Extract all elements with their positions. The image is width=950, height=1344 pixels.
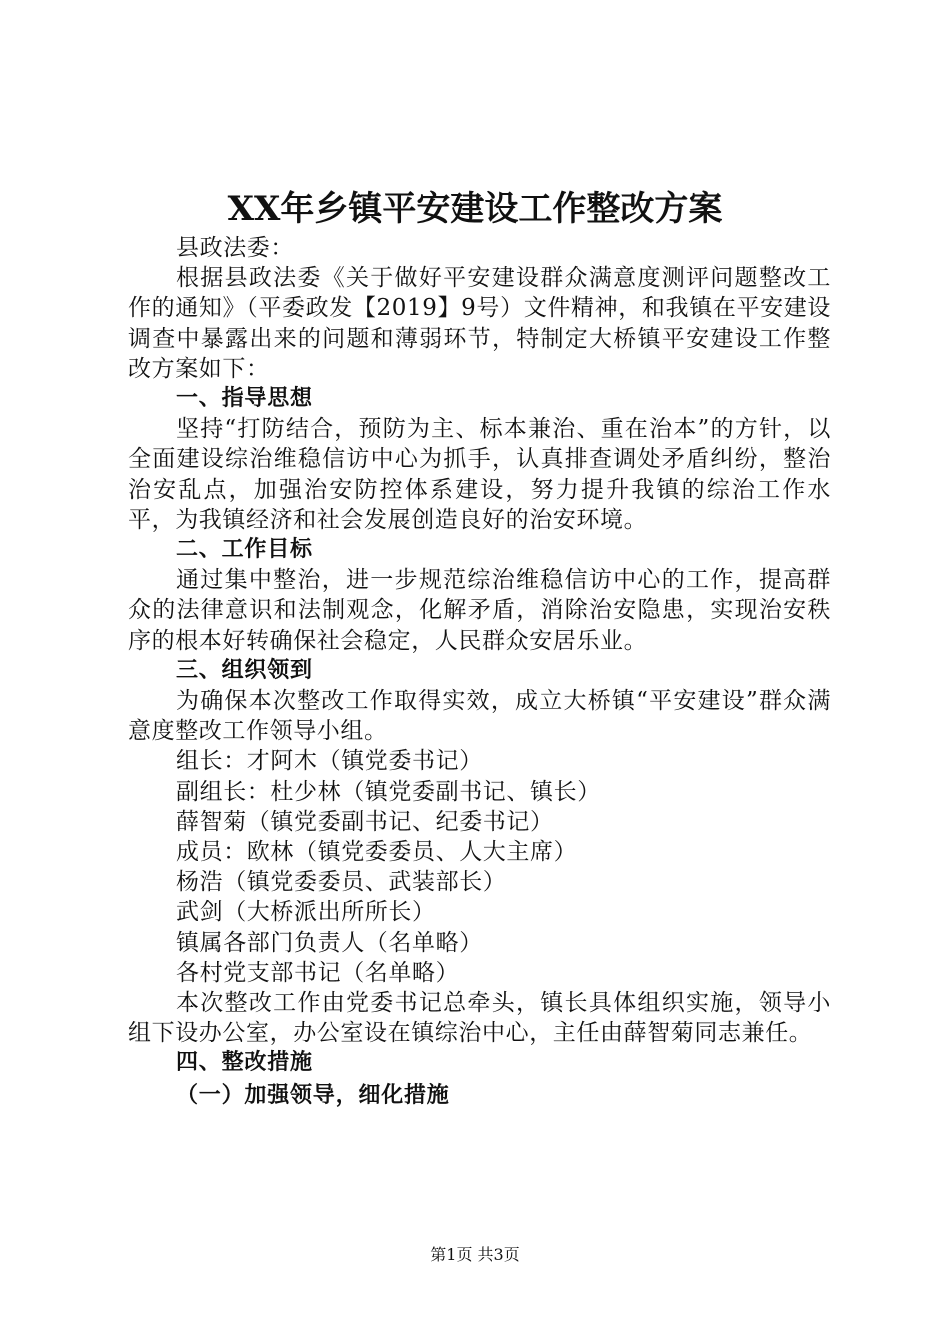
section-heading-rectification-measures: 四、整改措施 [176,1050,313,1076]
paragraph-work-goals: 通过集中整治，进一步规范综治维稳信访中心的工作，提高群众的法律意识和法制观念，化解矛盾，消除治安隐患，实现治安秩序的根本好转确保社会稳定，人民群众安居乐业。 [128,567,831,654]
salutation: 县政法委： [176,235,294,261]
member-line-deputy-leader: 副组长：杜少林（镇党委副书记、镇长） [176,778,601,805]
member-line-department-heads: 镇属各部门负责人（名单略） [176,929,483,956]
member-line-yang-hao: 杨浩（镇党委委员、武装部长） [176,869,507,896]
subheading-strengthen-leadership: （一）加强领导，细化措施 [176,1082,450,1108]
member-line-village-secretaries: 各村党支部书记（名单略） [176,959,460,986]
paragraph-guiding-ideology: 坚持“打防结合，预防为主、标本兼治、重在治本”的方针，以全面建设综治维稳信访中心为抓手，认真排查调处矛盾纠纷，整治治安乱点，加强治安防控体系建设，努力提升我镇的综治工作水平，为我镇经济和社会发展创造良好的治安环境。 [128,416,831,533]
paragraph-organization-office: 本次整改工作由党委书记总牵头，镇长具体组织实施，领导小组下设办公室，办公室设在镇综治中心，主任由薛智菊同志兼任。 [128,990,831,1047]
intro-paragraph: 根据县政法委《关于做好平安建设群众满意度测评问题整改工作的通知》（平委政发【2019】9号）文件精神，和我镇在平安建设调查中暴露出来的问题和薄弱环节，特制定大桥镇平安建设工作整改方案如下： [128,265,831,382]
member-line-leader: 组长：才阿木（镇党委书记） [176,748,483,775]
section-heading-guiding-ideology: 一、指导思想 [176,386,313,412]
paragraph-organization-intro: 为确保本次整改工作取得实效，成立大桥镇“平安建设”群众满意度整改工作领导小组。 [128,688,831,745]
section-heading-organization: 三、组织领到 [176,657,313,683]
document-body [128,233,831,1111]
member-line-members: 成员：欧林（镇党委委员、人大主席） [176,839,578,866]
member-line-deputy-2: 薛智菊（镇党委副书记、纪委书记） [176,808,554,835]
section-heading-work-goals: 二、工作目标 [176,537,313,563]
document-title: XX年乡镇平安建设工作整改方案 [227,189,723,229]
page-number-footer: 第1页 共3页 [430,1245,520,1264]
member-line-wu-jian: 武剑（大桥派出所所长） [176,899,436,926]
